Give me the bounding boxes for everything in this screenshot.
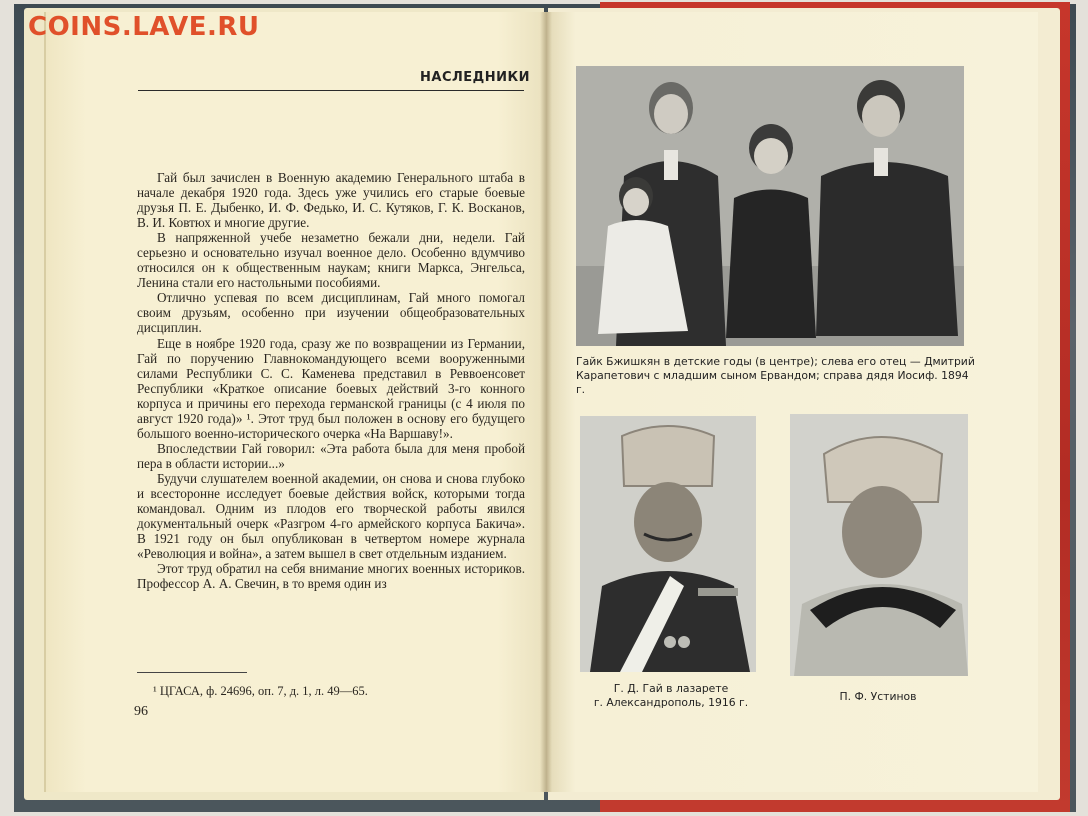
gai-portrait [580,416,756,672]
running-head: НАСЛЕДНИКИ [420,70,531,85]
header-rule [138,90,524,91]
paragraph: Этот труд обратил на себя внимание многих военных историков. Профессор А. А. Свечин, в то время один из [137,561,525,592]
paragraph: Гай был зачислен в Военную академию Генерального штаба в начале декабря 1920 года. Здесь уже учились его старые боевые друзья П. Е. Дыбенко, И. Ф. Федько, И. С. Кутяков, Г. К. Восканов, В. И. Ковтюх и многие другие. [137,170,525,231]
ustinov-caption: П. Ф. Устинов [839,690,917,703]
book-gutter [540,12,552,792]
gai-caption-line-1: Г. Д. Гай в лазарете [613,682,729,695]
footnote-rule [137,672,247,673]
family-photo [576,66,964,346]
watermark: COINS.LAVE.RU [28,12,260,42]
paragraph: В напряженной учебе незаметно бежали дни, недели. Гай серьезно и основательно изучал военное дело. Особенно вдумчиво относился он к общественным наукам; книги Маркса, Энгельса, Ленина стали его настольными пособиями. [137,230,525,291]
ustinov-portrait [790,414,968,676]
ustinov-portrait-drawing [790,414,968,676]
paragraph: Будучи слушателем военной академии, он снова и снова глубоко и всесторонне исследует боевые действия войск, которыми тогда командовал. Одним из плодов его творческой работы явился документальный очерк «Разгром 4-го армейского корпуса Бакича». В 1921 году он был опубликован в четвертом номере журнала «Революция и война», а затем вышел в свет отдельным изданием. [137,470,525,562]
family-photo-caption: Гайк Бжишкян в детские годы (в центре); слева его отец — Дмитрий Карапетович с младшим сыном Ервандом; справа дядя Иосиф. 1894 г. [576,355,975,396]
gai-portrait-drawing [580,416,756,672]
paragraph: Впоследствии Гай говорил: «Эта работа была для меня пробой пера в области истории...» [137,440,525,471]
page-number: 96 [134,704,148,719]
gai-caption-line-2: г. Александрополь, 1916 г. [593,696,749,709]
paragraph: Отлично успевая по всем дисциплинам, Гай много помогал своим друзьям, особенно при изучении общеобразовательных дисциплин. [137,290,525,336]
body-text [137,170,525,591]
footnote: ¹ ЦГАСА, ф. 24696, оп. 7, д. 1, л. 49—65. [153,684,368,698]
paragraph: Еще в ноябре 1920 года, сразу же по возвращении из Германии, Гай по поручению Главнокомандующего всеми вооруженными силами Республики С. С. Каменева представил в Реввоенсовет Республики «Краткое описание боевых действий 3-го конного корпуса и причины его перехода германской границы (с 4 июля по август 1920 года)» ¹. Этот труд был положен в основу его будущего большого военно-исторического очерка «На Варшаву!». [137,335,525,441]
gai-caption [578,682,764,710]
family-photo-drawing [576,66,964,346]
